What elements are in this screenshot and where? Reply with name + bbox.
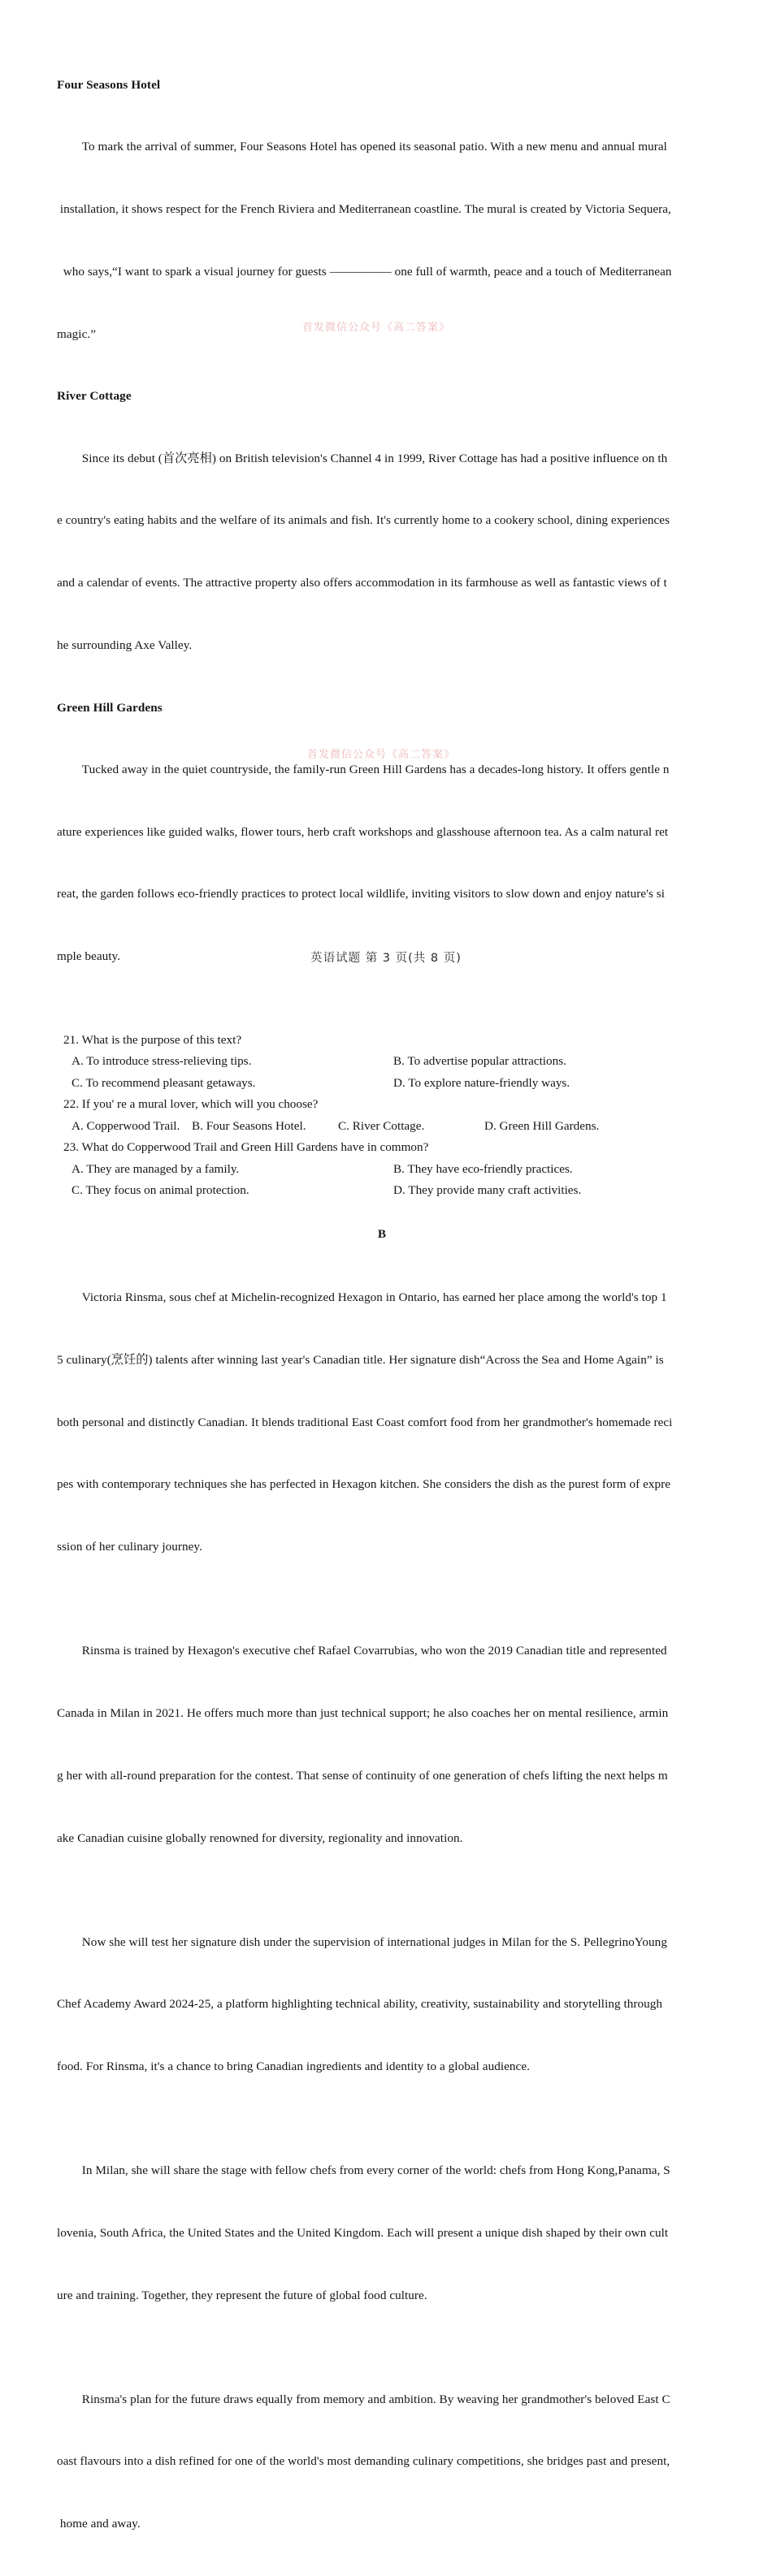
entry-title-four-seasons-hotel: Four Seasons Hotel [57, 78, 161, 92]
question-21-options-row-1 [57, 1051, 715, 1073]
text-line: he surrounding Axe Valley. [57, 638, 193, 652]
watermark-text-top: 首发微信公众号《高二答案》 [302, 322, 451, 334]
divider-spacer [57, 1009, 715, 1030]
question-22-options-row [57, 1116, 715, 1138]
entry-title-green-hill-gardens: Green Hill Gardens [57, 700, 163, 715]
text-line: lovenia, South Africa, the United States and the United Kingdom. Each will present a unique dish shaped by their own cult [57, 2225, 669, 2240]
question-23-option-a[interactable]: A. They are managed by a family. [72, 1161, 240, 1176]
entry-title-river-cottage: River Cottage [57, 389, 132, 404]
text-line: To mark the arrival of summer, Four Seasons Hotel has opened its seasonal patio. With a new menu and annual mural [57, 140, 667, 154]
question-21-option-a[interactable]: A. To introduce stress-relieving tips. [72, 1054, 252, 1069]
text-line: and a calendar of events. The attractive property also offers accommodation in its farmhouse as well as fantastic views of t [57, 576, 667, 590]
question-21-options-row-2 [57, 1073, 715, 1095]
question-22-option-b[interactable]: B. Four Seasons Hotel. [192, 1118, 306, 1133]
question-21 [57, 1030, 715, 1095]
question-22-option-d[interactable]: D. Green Hill Gardens. [484, 1118, 600, 1133]
text-line: both personal and distinctly Canadian. It blends traditional East Coast comfort food from her grandmother's homemade reci [57, 1415, 673, 1429]
question-22 [57, 1094, 715, 1137]
text-line: Chef Academy Award 2024-25, a platform highlighting technical ability, creativity, sustainability and storytelling through [57, 1997, 663, 2012]
passage-b-paragraph-1 [57, 1246, 715, 1599]
passage-b-paragraph-2 [57, 1599, 715, 1890]
question-23-stem: 23. What do Copperwood Trail and Green Hill Gardens have in common? [63, 1140, 429, 1155]
question-22-stem: 22. If you' re a mural lover, which will you choose? [63, 1097, 319, 1112]
question-23-option-c[interactable]: C. They focus on animal protection. [72, 1183, 249, 1198]
question-21-option-b[interactable]: B. To advertise popular attractions. [393, 1054, 566, 1069]
question-23-option-b[interactable]: B. They have eco-friendly practices. [393, 1161, 573, 1176]
text-line: oast flavours into a dish refined for one of the world's most demanding culinary competitions, she bridges past and present, [57, 2454, 670, 2469]
text-line: 5 culinary(烹饪的) talents after winning last year's Canadian title. Her signature dish“Across the Sea and Home Again” is [57, 1352, 664, 1367]
text-line: installation, it shows respect for the French Riviera and Mediterranean coastline. The mural is created by Victoria Sequera, [57, 201, 671, 216]
text-line: ature experiences like guided walks, flower tours, herb craft workshops and glasshouse afternoon tea. As a calm natural ret [57, 824, 669, 839]
page-footer: 英语试题 第 3 页(共 8 页) [310, 952, 462, 965]
text-line: pes with contemporary techniques she has perfected in Hexagon kitchen. She considers the dish as the purest form of expre [57, 1477, 671, 1492]
text-line: Victoria Rinsma, sous chef at Michelin-recognized Hexagon in Ontario, has earned her place among the world's top 1 [57, 1290, 667, 1305]
text-line: Tucked away in the quiet countryside, the family-run Green Hill Gardens has a decades-long history. It offers gentle n [57, 762, 670, 776]
question-21-stem: 21. What is the purpose of this text? [63, 1032, 242, 1047]
question-23-options-row-2 [57, 1180, 715, 1202]
passage-a [57, 75, 715, 1009]
section-letter-b: B [377, 1226, 387, 1241]
text-line: g her with all-round preparation for the contest. That sense of continuity of one generation of chefs lifting the next helps m [57, 1768, 668, 1783]
text-line: ake Canadian cuisine globally renowned for diversity, regionality and innovation. [57, 1830, 463, 1845]
text-line: food. For Rinsma, it's a chance to bring Canadian ingredients and identity to a global audience. [57, 2060, 530, 2074]
text-line: ure and training. Together, they represent the future of global food culture. [57, 2288, 427, 2302]
passage-b-paragraph-4 [57, 2119, 715, 2348]
text-line: Rinsma is trained by Hexagon's executive chef Rafael Covarrubias, who won the 2019 Canadian title and represented [57, 1644, 667, 1658]
text-line: Since its debut (首次亮相) on British television's Channel 4 in 1999, River Cottage has had a positive influence on th [57, 451, 668, 465]
page-content [57, 75, 715, 2576]
section-spacer [57, 1202, 715, 1223]
watermark-text-bottom: 首发微信公众号《高二答案》 [307, 749, 456, 761]
question-22-option-a[interactable]: A. Copperwood Trail. [72, 1118, 180, 1133]
text-line: home and away. [57, 2517, 141, 2531]
entry-body-four-seasons-hotel [57, 95, 715, 386]
question-21-option-d[interactable]: D. To explore nature-friendly ways. [393, 1075, 570, 1090]
question-21-option-c[interactable]: C. To recommend pleasant getaways. [72, 1075, 256, 1090]
text-line: Now she will test her signature dish under the supervision of international judges in Milan for the S. PellegrinoYoung [57, 1934, 667, 1949]
text-line: magic.” [57, 326, 96, 341]
text-line: ssion of her culinary journey. [57, 1540, 202, 1554]
text-line: Rinsma's plan for the future draws equally from memory and ambition. By weaving her grandmother's beloved East C [57, 2392, 670, 2406]
passage-b-paragraph-5 [57, 2347, 715, 2576]
text-line: Canada in Milan in 2021. He offers much more than just technical support; he also coaches her on mental resilience, armin [57, 1706, 669, 1720]
passage-b-paragraph-3 [57, 1890, 715, 2119]
text-line: reat, the garden follows eco-friendly practices to protect local wildlife, inviting visitors to slow down and enjoy nature's si [57, 887, 666, 901]
question-23-option-d[interactable]: D. They provide many craft activities. [393, 1183, 582, 1198]
text-line: In Milan, she will share the stage with fellow chefs from every corner of the world: chefs from Hong Kong,Panama, S [57, 2163, 670, 2178]
text-line: mple beauty. [57, 949, 121, 964]
question-23 [57, 1137, 715, 1202]
entry-body-river-cottage [57, 406, 715, 697]
text-line: e country's eating habits and the welfare of its animals and fish. It's currently home to a cookery school, dining experiences [57, 513, 670, 528]
question-23-options-row-1 [57, 1159, 715, 1181]
question-22-option-c[interactable]: C. River Cottage. [338, 1118, 425, 1133]
text-line: who says,“I want to spark a visual journey for guests ————— one full of warmth, peace and a touch of Mediterranean [57, 264, 672, 279]
passage-b [57, 1246, 715, 2576]
